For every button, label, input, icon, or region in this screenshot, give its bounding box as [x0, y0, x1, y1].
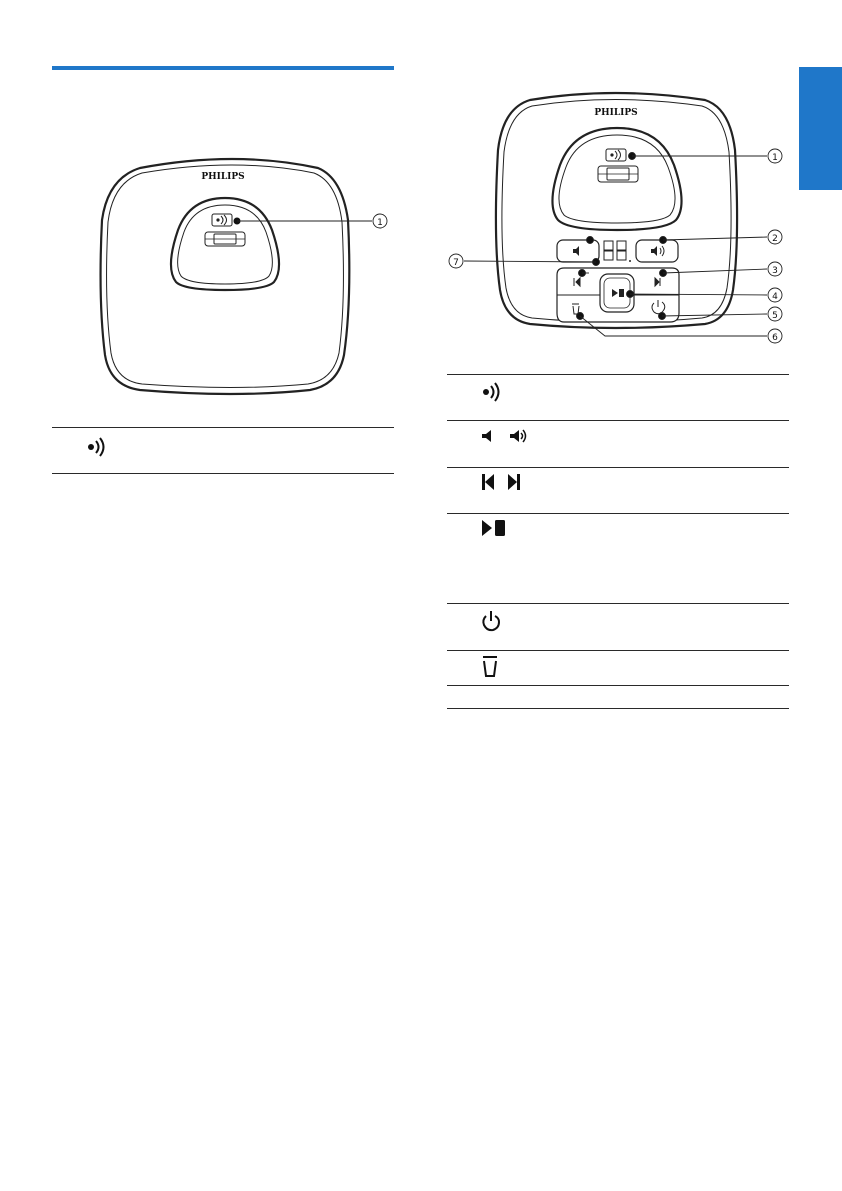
table-bottom-rule [447, 708, 789, 709]
skip-back-icon [481, 473, 495, 495]
brand-logo-left: PHILIPS [201, 172, 245, 182]
skip-forward-icon [507, 473, 521, 495]
handset-cradle-right [598, 166, 638, 182]
signal-page-icon [86, 436, 108, 462]
svg-text:3: 3 [772, 266, 778, 276]
svg-text:7: 7 [453, 258, 459, 268]
table-row-rule [447, 420, 789, 421]
table-row-rule [447, 467, 789, 468]
table-row-rule [447, 374, 789, 375]
volume-down-icon [481, 428, 495, 447]
svg-text:6: 6 [772, 333, 778, 343]
delete-icon [482, 655, 498, 683]
svg-text:1: 1 [772, 153, 778, 163]
signal-page-icon [481, 381, 503, 407]
page-button-right [606, 149, 626, 161]
volume-up-icon [509, 428, 529, 447]
table-row-rule [447, 603, 789, 604]
table-row-rule [447, 685, 789, 686]
brand-logo-right: PHILIPS [594, 108, 638, 118]
svg-text:4: 4 [772, 292, 778, 302]
svg-text:2: 2 [772, 234, 778, 244]
svg-text:1: 1 [377, 218, 383, 228]
svg-text:5: 5 [772, 311, 778, 321]
left-table-bottom-rule [52, 473, 394, 474]
play-stop-icon [481, 519, 507, 541]
left-table-top-rule [52, 427, 394, 428]
power-icon [481, 610, 501, 636]
control-panel [557, 240, 679, 322]
table-row-rule [447, 650, 789, 651]
table-row-rule [447, 513, 789, 514]
